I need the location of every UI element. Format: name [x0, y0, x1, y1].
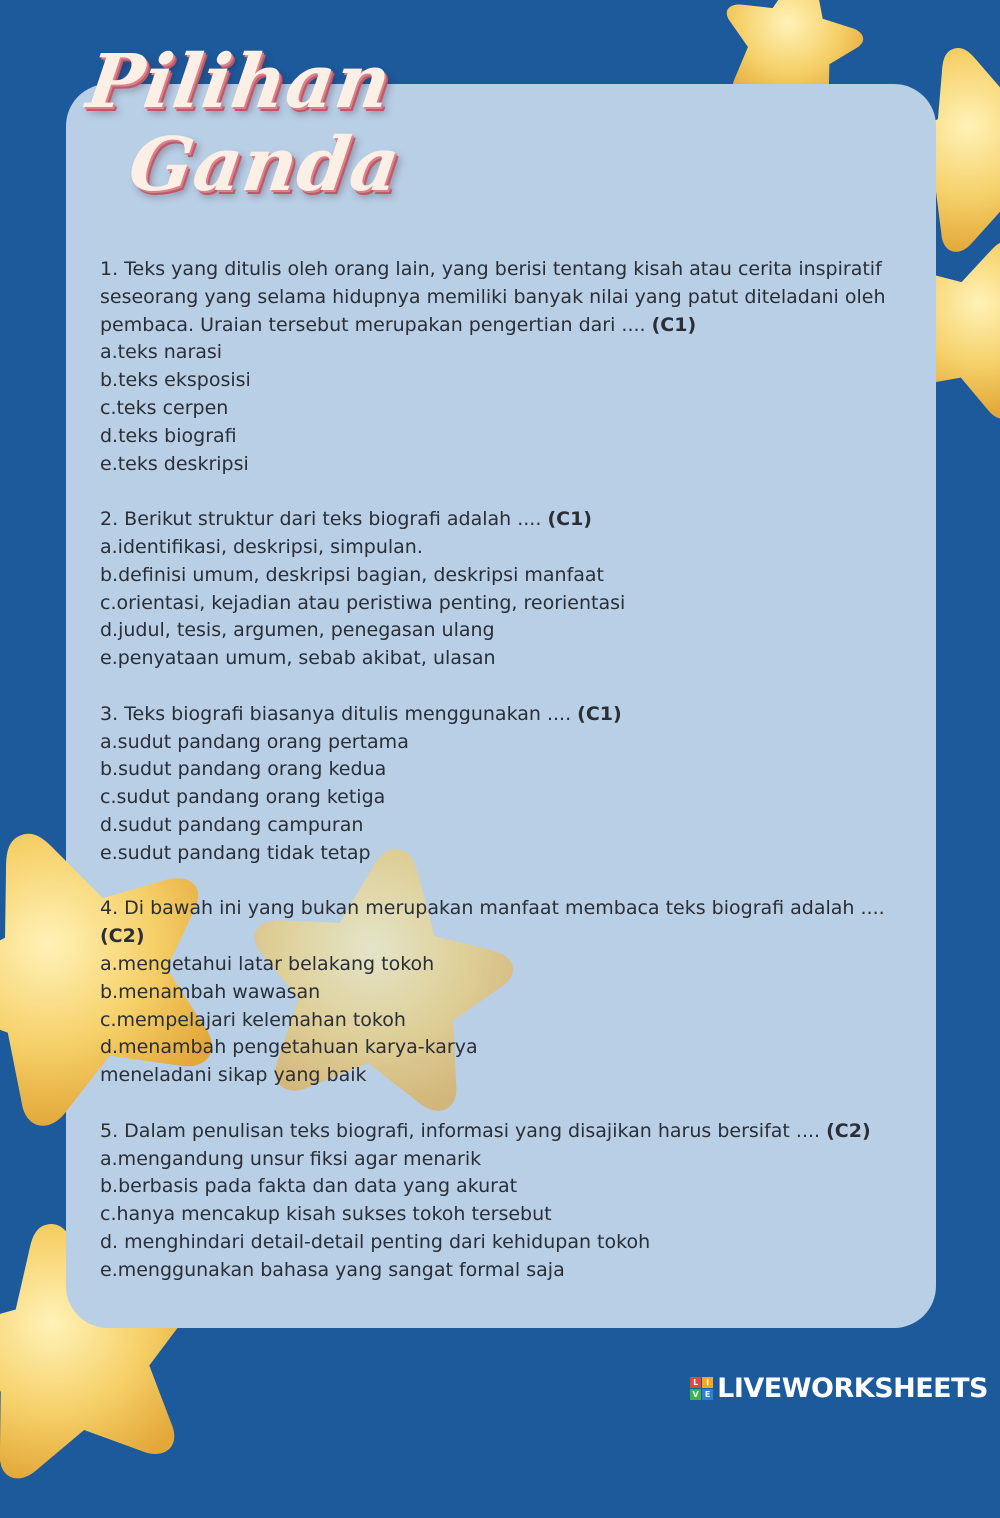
question-prompt: 3. Teks biografi biasanya ditulis menggunakan .... [100, 702, 572, 725]
option: c.orientasi, kejadian atau peristiwa penting, reorientasi [100, 591, 626, 614]
question-prompt: 4. Di bawah ini yang bukan merupakan manfaat membaca teks biografi adalah .... [100, 897, 885, 920]
option: d.menambah pengetahuan karya-karya [100, 1036, 478, 1059]
logo-mark-letter: L [690, 1377, 701, 1388]
option: b.teks eksposisi [100, 369, 251, 392]
option: a.identifikasi, deskripsi, simpulan. [100, 535, 423, 558]
option: b.menambah wawasan [100, 980, 321, 1003]
question-list [100, 256, 920, 1312]
question-3 [100, 701, 920, 868]
question-text [100, 701, 920, 729]
question-text [100, 256, 920, 339]
question-text [100, 506, 920, 534]
liveworksheets-logo[interactable] [690, 1373, 988, 1404]
question-level: (C1) [547, 508, 592, 531]
option: b.sudut pandang orang kedua [100, 758, 387, 781]
page-title-line1: Pilihan [81, 39, 397, 125]
option: a.sudut pandang orang pertama [100, 730, 409, 753]
question-level: (C1) [577, 702, 622, 725]
question-text [100, 1118, 920, 1146]
option: a.mengandung unsur fiksi agar menarik [100, 1147, 482, 1170]
question-2 [100, 506, 920, 673]
option: b.definisi umum, deskripsi bagian, deskripsi manfaat [100, 563, 605, 586]
logo-mark-icon [690, 1377, 713, 1400]
option: e.sudut pandang tidak tetap [100, 841, 371, 864]
question-4 [100, 895, 920, 1090]
option: c.sudut pandang orang ketiga [100, 786, 386, 809]
option: c.hanya mencakup kisah sukses tokoh tersebut [100, 1203, 552, 1226]
option: c.mempelajari kelemahan tokoh [100, 1008, 406, 1031]
question-level: (C1) [651, 313, 697, 336]
option: b.berbasis pada fakta dan data yang akurat [100, 1175, 518, 1198]
option: d.teks biografi [100, 424, 237, 447]
option: d.judul, tesis, argumen, penegasan ulang [100, 619, 495, 642]
question-prompt: 2. Berikut struktur dari teks biografi adalah .... [100, 508, 542, 531]
page-title-line2: Ganda [123, 122, 406, 208]
option: e.teks deskripsi [100, 452, 249, 475]
logo-mark-letter: E [702, 1389, 713, 1400]
question-1 [100, 256, 920, 478]
option: a.mengetahui latar belakang tokoh [100, 952, 435, 975]
option: e.menggunakan bahasa yang sangat formal saja [100, 1258, 565, 1281]
question-prompt: 1. Teks yang ditulis oleh orang lain, yang berisi tentang kisah atau cerita inspiratif seseorang yang selama hidupnya memiliki banyak nilai yang patut diteladani oleh pembaca. Uraian tersebut merupakan pengertian dari .... [100, 258, 886, 336]
option: meneladani sikap yang baik [100, 1064, 367, 1087]
question-level: (C2) [826, 1119, 871, 1142]
logo-text: LIVEWORKSHEETS [717, 1373, 988, 1404]
option: e.penyataan umum, sebab akibat, ulasan [100, 647, 496, 670]
question-5 [100, 1118, 920, 1285]
logo-mark-letter: V [690, 1389, 701, 1400]
option: c.teks cerpen [100, 396, 229, 419]
option: d. menghindari detail-detail penting dari kehidupan tokoh [100, 1230, 651, 1253]
option: a.teks narasi [100, 341, 223, 364]
question-level: (C2) [100, 925, 145, 948]
question-prompt: 5. Dalam penulisan teks biografi, informasi yang disajikan harus bersifat .... [100, 1119, 821, 1142]
option: d.sudut pandang campuran [100, 813, 364, 836]
question-text [100, 895, 920, 951]
logo-mark-letter: I [702, 1377, 713, 1388]
